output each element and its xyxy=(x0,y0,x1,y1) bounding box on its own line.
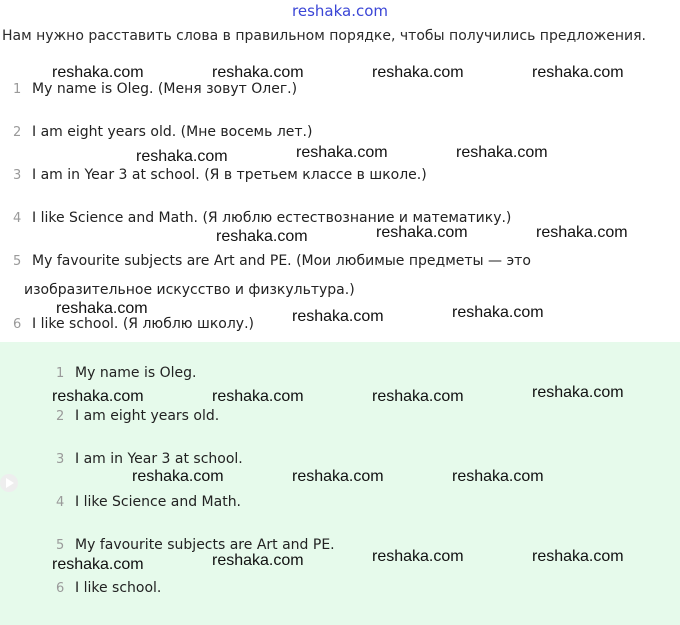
answer-item: My name is Oleg. xyxy=(75,365,197,381)
intro-text: Нам нужно расставить слова в правильном порядке, чтобы получились предложения. xyxy=(2,28,646,44)
watermark: reshaka.com xyxy=(212,388,304,405)
watermark: reshaka.com xyxy=(292,308,384,325)
answer-number: 2 xyxy=(56,409,65,424)
watermark: reshaka.com xyxy=(136,148,228,165)
watermark: reshaka.com xyxy=(532,548,624,565)
watermark: reshaka.com xyxy=(452,468,544,485)
watermark: reshaka.com xyxy=(216,228,308,245)
answer-number: 6 xyxy=(56,581,65,596)
task-number: 2 xyxy=(13,125,22,140)
watermark: reshaka.com xyxy=(52,556,144,573)
watermark: reshaka.com xyxy=(536,224,628,241)
task-number: 6 xyxy=(13,317,22,332)
answer-item: I like school. xyxy=(75,580,162,596)
watermark: reshaka.com xyxy=(532,384,624,401)
task-number: 1 xyxy=(13,82,22,97)
task-item: My name is Oleg. (Меня зовут Олег.) xyxy=(32,81,298,97)
answer-item: I am in Year 3 at school. xyxy=(75,451,243,467)
watermark: reshaka.com xyxy=(292,468,384,485)
task-item: I like school. (Я люблю школу.) xyxy=(32,316,254,332)
answer-number: 5 xyxy=(56,538,65,553)
answer-number: 1 xyxy=(56,366,65,381)
watermark: reshaka.com xyxy=(52,64,144,81)
answer-number: 4 xyxy=(56,495,65,510)
watermark: reshaka.com xyxy=(372,64,464,81)
watermark: reshaka.com xyxy=(212,64,304,81)
site-header[interactable]: reshaka.com xyxy=(292,2,388,20)
watermark: reshaka.com xyxy=(372,388,464,405)
task-item: My favourite subjects are Art and PE. (Мои любимые предметы — это xyxy=(32,253,531,269)
watermark: reshaka.com xyxy=(52,388,144,405)
answer-number: 3 xyxy=(56,452,65,467)
answer-item: I am eight years old. xyxy=(75,408,220,424)
play-icon[interactable] xyxy=(0,474,18,492)
answer-item: I like Science and Math. xyxy=(75,494,242,510)
watermark: reshaka.com xyxy=(452,304,544,321)
watermark: reshaka.com xyxy=(132,468,224,485)
watermark: reshaka.com xyxy=(376,224,468,241)
task-item: I like Science and Math. (Я люблю естествознание и математику.) xyxy=(32,210,512,226)
task-item: I am in Year 3 at school. (Я в третьем классе в школе.) xyxy=(32,167,427,183)
task-item: I am eight years old. (Мне восемь лет.) xyxy=(32,124,313,140)
watermark: reshaka.com xyxy=(296,144,388,161)
watermark: reshaka.com xyxy=(56,300,148,317)
watermark: reshaka.com xyxy=(212,552,304,569)
watermark: reshaka.com xyxy=(456,144,548,161)
watermark: reshaka.com xyxy=(532,64,624,81)
watermark: reshaka.com xyxy=(372,548,464,565)
answer-item: My favourite subjects are Art and PE. xyxy=(75,537,335,553)
task-item-continuation: изобразительное искусство и физкультура.) xyxy=(24,282,355,298)
task-number: 3 xyxy=(13,168,22,183)
task-number: 5 xyxy=(13,254,22,269)
task-number: 4 xyxy=(13,211,22,226)
